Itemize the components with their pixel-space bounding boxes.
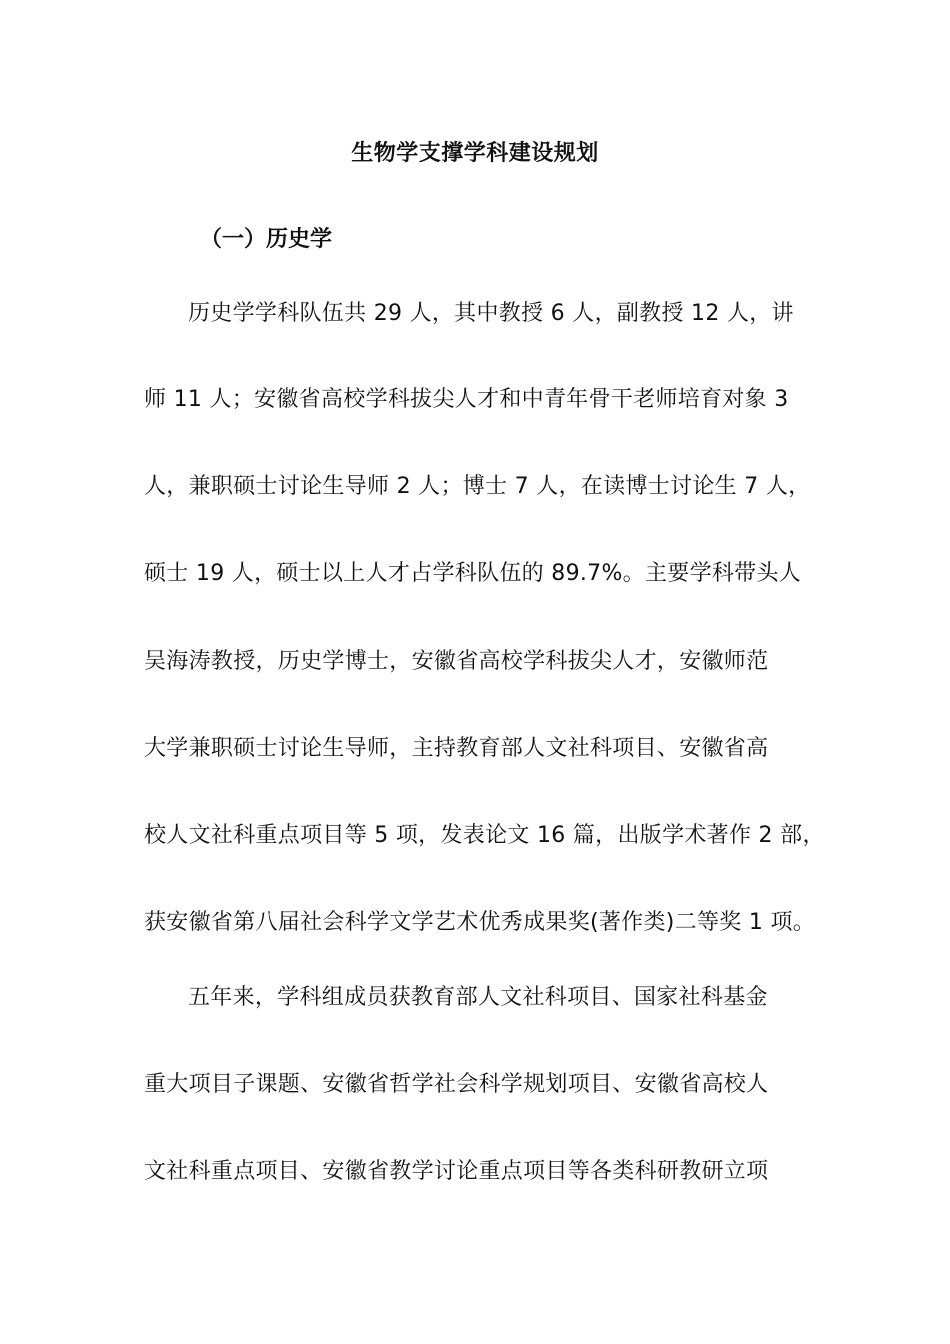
paragraph-line: 历史学学科队伍共 29 人，其中教授 6 人，副教授 12 人，讲	[188, 301, 794, 326]
paragraph-line: 吴海涛教授，历史学博士，安徽省高校学科拔尖人才，安徽师范	[144, 649, 769, 674]
paragraph-line: 文社科重点项目、安徽省教学讨论重点项目等各类科研教研立项	[144, 1159, 769, 1184]
paragraph-line: 人，兼职硕士讨论生导师 2 人；博士 7 人，在读博士讨论生 7 人，	[144, 474, 811, 499]
section-heading: （一）历史学	[200, 227, 333, 252]
paragraph-line: 重大项目子课题、安徽省哲学社会科学规划项目、安徽省高校人	[144, 1072, 769, 1097]
document-title: 生物学支撑学科建设规划	[351, 141, 599, 166]
paragraph-line: 获安徽省第八届社会科学文学艺术优秀成果奖(著作类)二等奖 1 项。	[144, 910, 816, 935]
paragraph-line: 师 11 人；安徽省高校学科拔尖人才和中青年骨干老师培育对象 3	[144, 387, 789, 412]
paragraph-line: 硕士 19 人，硕士以上人才占学科队伍的 89.7%。主要学科带头人	[144, 561, 802, 586]
paragraph-line: 校人文社科重点项目等 5 项，发表论文 16 篇，出版学术著作 2 部，	[144, 823, 825, 848]
paragraph-line: 五年来，学科组成员获教育部人文社科项目、国家社科基金	[188, 985, 768, 1010]
paragraph-line: 大学兼职硕士讨论生导师，主持教育部人文社科项目、安徽省高	[144, 736, 769, 761]
